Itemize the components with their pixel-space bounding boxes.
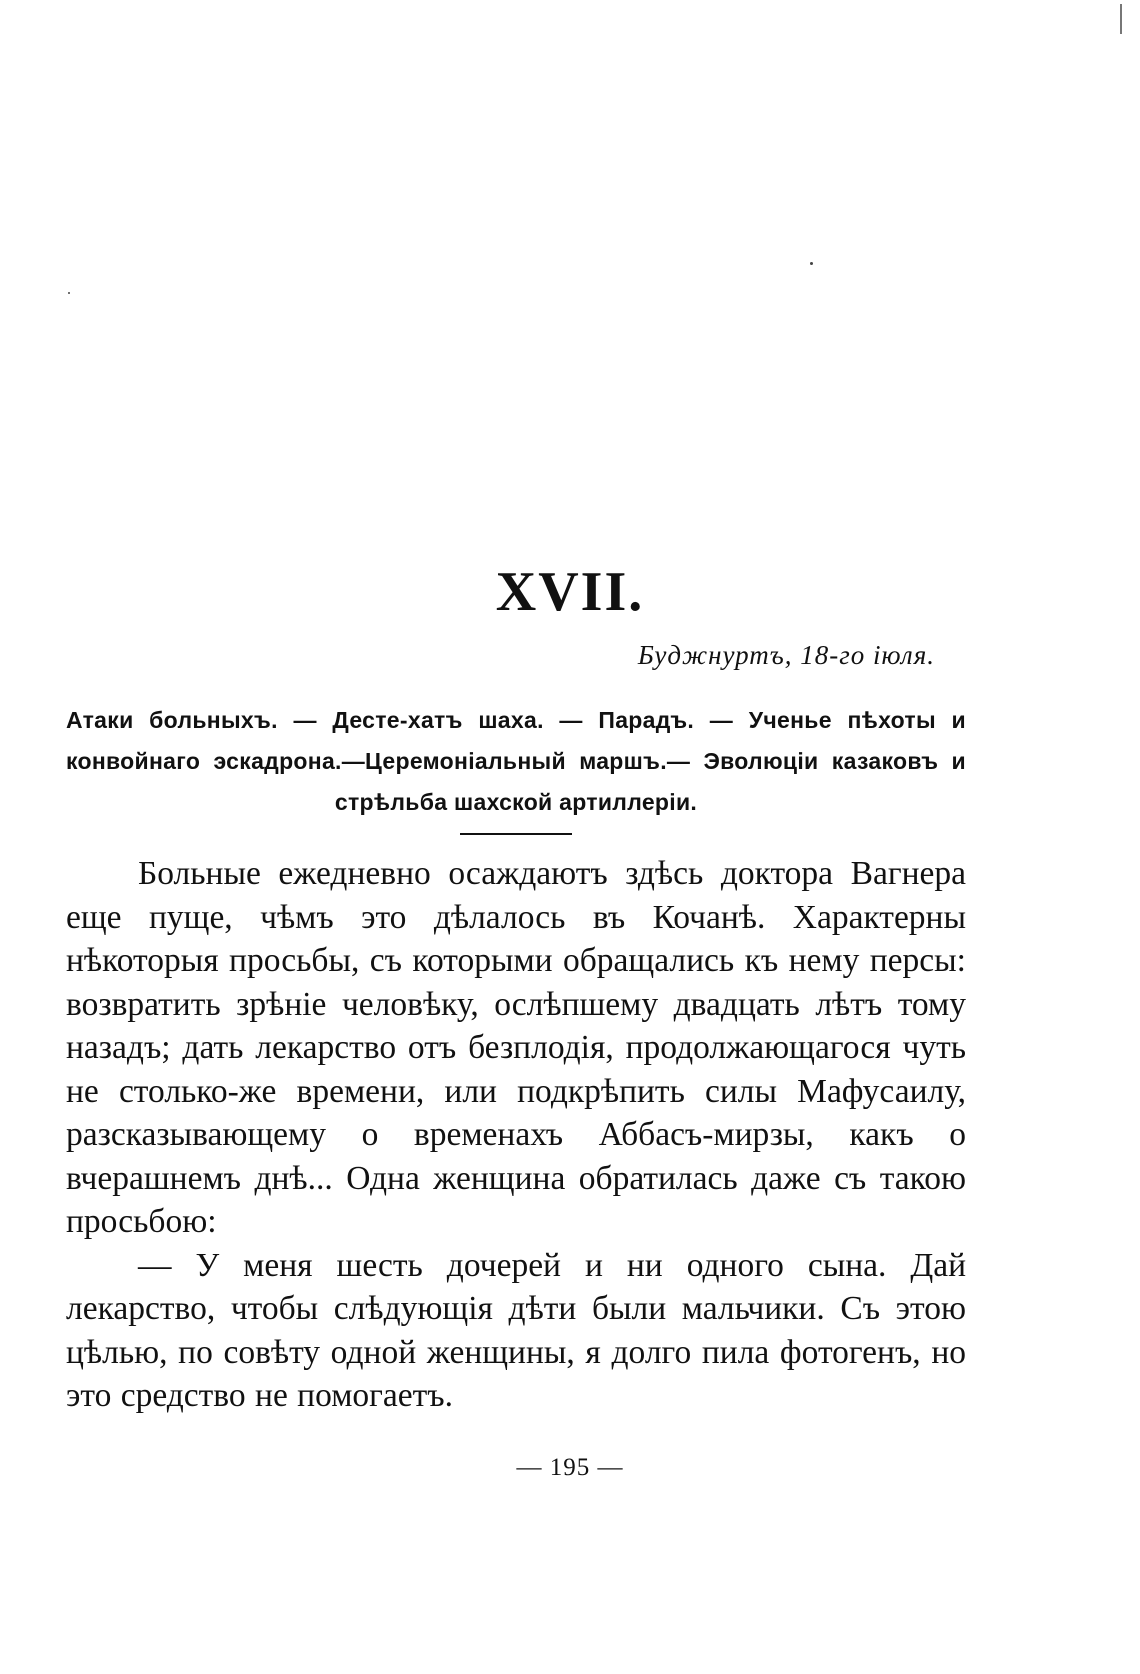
body-text — [66, 852, 966, 1418]
page-number: — 195 — — [516, 1454, 624, 1481]
paragraph: Больные ежедневно осаждаютъ здѣсь доктора Вагнера еще пуще, чѣмъ это дѣлалось въ Кочанѣ. Характерны нѣкоторыя просьбы, съ которыми обращались къ нему персы: возвратить зрѣніе человѣку, ослѣпшему двадцать лѣтъ тому назадъ; дать лекарство отъ безплодія, продолжающагося чуть не столько-же времени, или подкрѣпить силы Мафусаилу, разсказывающему о временахъ Аббасъ-мирзы, какъ о вчерашнемъ днѣ... Одна женщина обратилась даже съ такою просьбою: — [66, 855, 966, 1240]
scan-edge-line — [1120, 4, 1122, 34]
scan-speck — [68, 292, 70, 294]
chapter-summary: Атаки больныхъ. — Десте-хатъ шаха. — Парадъ. — Ученье пѣхоты и конвойнаго эскадрона.—Церемоніальный маршъ.— Эволюціи казаковъ и стрѣльба шахской артиллеріи. — [66, 707, 966, 815]
chapter-number: XVII. — [495, 561, 645, 623]
paragraph: — У меня шесть дочерей и ни одного сына. Дай лекарство, чтобы слѣдующія дѣти были мальчики. Съ этою цѣлью, по совѣту одной женщины, я долго пила фотогенъ, но это средство не помогаетъ. — [66, 1246, 966, 1414]
dateline: Буджнуртъ, 18-го іюля. — [637, 640, 935, 670]
scan-speck — [810, 262, 813, 265]
section-divider — [460, 833, 572, 835]
